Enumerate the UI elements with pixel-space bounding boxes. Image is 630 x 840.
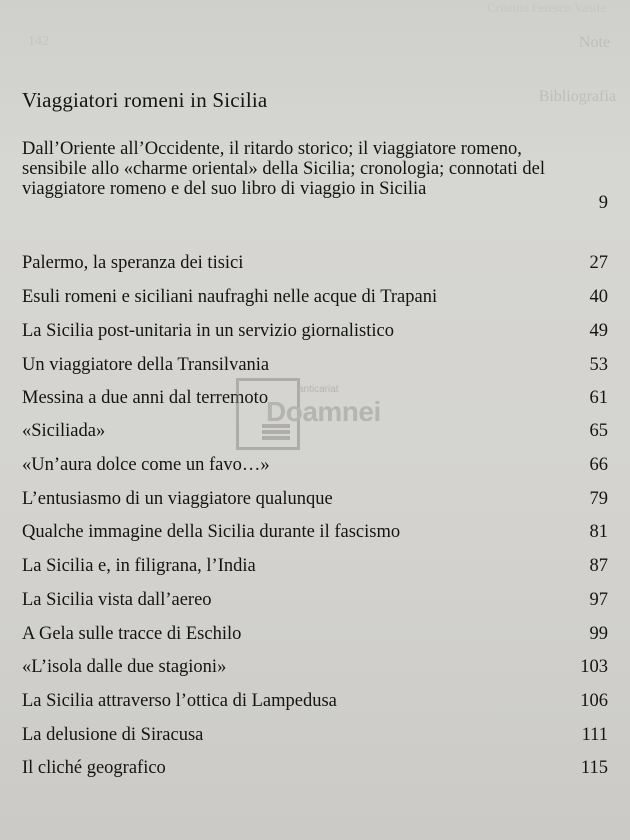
toc-entry-title: La Sicilia vista dall’aereo bbox=[22, 590, 212, 610]
toc-entry-title: «Un’aura dolce come un favo…» bbox=[22, 455, 270, 475]
toc-entry-page: 61 bbox=[589, 388, 608, 408]
toc-entry bbox=[22, 355, 608, 375]
toc-entry bbox=[22, 725, 608, 745]
toc-entry bbox=[22, 556, 608, 576]
toc-entry bbox=[22, 624, 608, 644]
toc-entry-title: Il cliché geografico bbox=[22, 758, 166, 778]
toc-entry-title: La delusione di Siracusa bbox=[22, 725, 204, 745]
toc-entry-page: 106 bbox=[580, 691, 608, 711]
watermark-big-text: Doamnei bbox=[266, 396, 381, 427]
toc-entry-title: Esuli romeni e siciliani naufraghi nelle acque di Trapani bbox=[22, 287, 438, 307]
toc-entry-title: L’entusiasmo di un viaggiatore qualunque bbox=[22, 489, 333, 509]
toc-entry-page: 97 bbox=[589, 590, 608, 610]
watermark-small-text: anticariat bbox=[298, 384, 339, 395]
toc-entry-page: 99 bbox=[589, 624, 608, 644]
toc-entry-page: 81 bbox=[589, 522, 608, 542]
toc-entry-page: 87 bbox=[589, 556, 608, 576]
toc-entry bbox=[22, 253, 608, 273]
toc-entry-title: «Siciliada» bbox=[22, 421, 106, 441]
toc-entry-page: 79 bbox=[589, 489, 608, 509]
toc-entry-page: 111 bbox=[581, 725, 608, 745]
toc-entry bbox=[22, 590, 608, 610]
toc-entry bbox=[22, 522, 608, 542]
toc-entry bbox=[22, 657, 608, 677]
toc-entry bbox=[22, 321, 608, 341]
toc-entry-page: 9 bbox=[598, 193, 608, 213]
toc-entry-page: 65 bbox=[589, 421, 608, 441]
toc-entry bbox=[22, 758, 608, 778]
toc-entry-title: La Sicilia attraverso l’ottica di Lampedusa bbox=[22, 691, 337, 711]
toc-entry-title: Dall’Oriente all’Occidente, il ritardo storico; il viaggiatore romeno, sensibile allo «charme oriental» della Sicilia; cronologia; connotati del viaggiatore romeno e del suo libro di viaggio in Sicilia bbox=[22, 139, 545, 199]
toc-entry bbox=[22, 455, 608, 475]
toc-entry-page: 103 bbox=[580, 657, 608, 677]
toc-entry-page: 27 bbox=[589, 253, 608, 273]
section-title: Viaggiatori romeni in Sicilia bbox=[22, 88, 268, 112]
toc-entry-title: La Sicilia e, in filigrana, l’India bbox=[22, 556, 256, 576]
toc-entry bbox=[22, 489, 608, 509]
bleed-through-note: Note bbox=[578, 34, 610, 51]
bleed-through-page-number: 142 bbox=[28, 34, 49, 49]
toc-entry-page: 115 bbox=[580, 758, 608, 778]
toc-entry-title: Messina a due anni dal terremoto bbox=[22, 388, 269, 408]
toc-entry-page: 53 bbox=[589, 355, 608, 375]
toc-entry-title: La Sicilia post-unitaria in un servizio giornalistico bbox=[22, 321, 394, 341]
toc-entry bbox=[22, 691, 608, 711]
toc-entry-page: 40 bbox=[589, 287, 608, 307]
toc-entry-title: «L’isola dalle due stagioni» bbox=[22, 657, 227, 677]
toc-entry-page: 49 bbox=[589, 321, 608, 341]
toc-entry bbox=[22, 287, 608, 307]
toc-entry-title: Palermo, la speranza dei tisici bbox=[22, 253, 244, 273]
bleed-through-bibliography: Bibliografia bbox=[538, 88, 616, 105]
toc-entry-title: A Gela sulle tracce di Eschilo bbox=[22, 624, 242, 644]
toc-entry bbox=[22, 139, 608, 213]
toc-entry-page: 66 bbox=[589, 455, 608, 475]
toc-entry-title: Un viaggiatore della Transilvania bbox=[22, 355, 270, 375]
bleed-through-text-top: Cristina Fetescu Vasile bbox=[487, 0, 606, 15]
toc-entry-title: Qualche immagine della Sicilia durante il fascismo bbox=[22, 522, 401, 542]
watermark-logo bbox=[236, 378, 406, 448]
